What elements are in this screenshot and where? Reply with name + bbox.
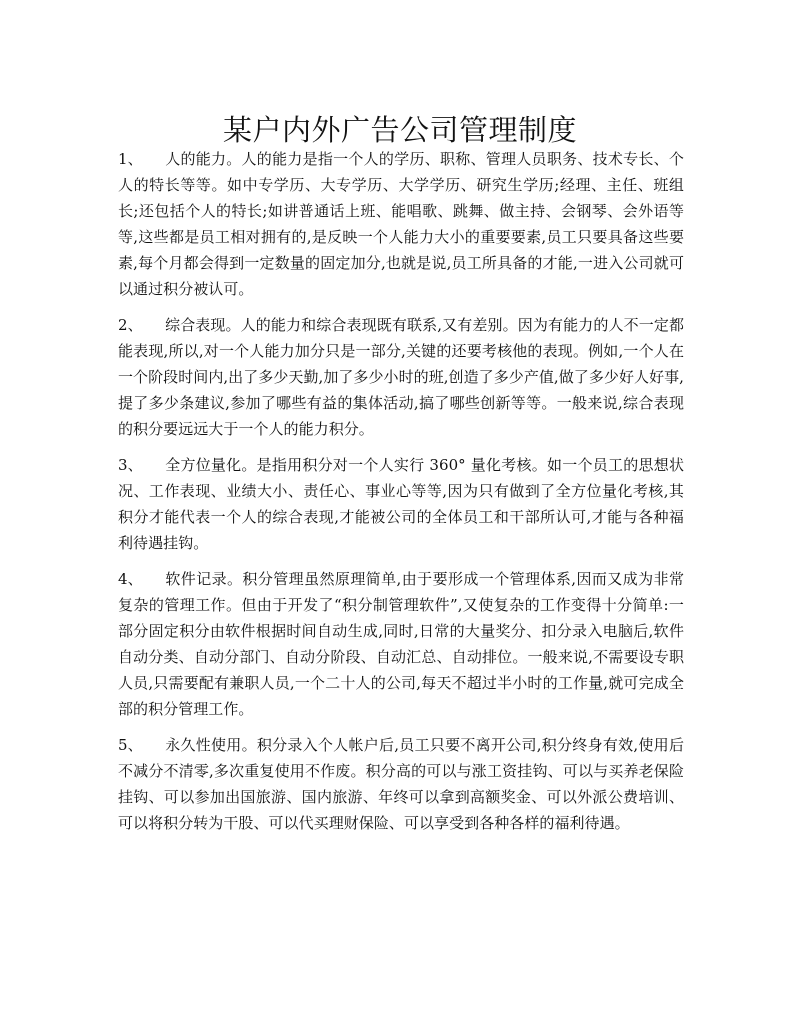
- paragraph-text: 永久性使用。积分录入个人帐户后,员工只要不离开公司,积分终身有效,使用后不减分不清零,多次重复使用不作废。积分高的可以与涨工资挂钩、可以与买养老保险挂钩、可以参加出国旅游、国内旅游、年终可以拿到高额奖金、可以外派公费培训、可以将积分转为干股、可以代买理财保险、可以享受到各种各样的福利待遇。: [118, 736, 684, 832]
- paragraph-text: 综合表现。人的能力和综合表现既有联系,又有差别。因为有能力的人不一定都能表现,所以,对一个人能力加分只是一部分,关键的还要考核他的表现。例如,一个人在一个阶段时间内,出了多少天勤,加了多少小时的班,创造了多少产值,做了多少好人好事,提了多少条建议,参加了哪些有益的集体活动,搞了哪些创新等等。一般来说,综合表现的积分要远远大于一个人的能力积分。: [118, 316, 684, 438]
- paragraph-2: [118, 312, 684, 442]
- paragraph-number: 2、: [118, 316, 143, 334]
- paragraph-number: 1、: [118, 150, 143, 168]
- paragraph-text: 软件记录。积分管理虽然原理简单,由于要形成一个管理体系,因而又成为非常复杂的管理工作。但由于开发了“积分制管理软件”,又使复杂的工作变得十分简单:一部分固定积分由软件根据时间自动生成,同时,日常的大量奖分、扣分录入电脑后,软件自动分类、自动分部门、自动分阶段、自动汇总、自动排位。一般来说,不需要设专职人员,只需要配有兼职人员,一个二十人的公司,每天不超过半小时的工作量,就可完成全部的积分管理工作。: [118, 570, 684, 718]
- paragraph-3: [118, 452, 684, 556]
- paragraph-4: [118, 566, 684, 722]
- document-body: [118, 146, 684, 846]
- paragraph-number: 3、: [118, 456, 143, 474]
- paragraph-text: 全方位量化。是指用积分对一个人实行 360° 量化考核。如一个员工的思想状况、工作表现、业绩大小、责任心、事业心等等,因为只有做到了全方位量化考核,其积分才能代表一个人的综合表现,才能被公司的全体员工和干部所认可,才能与各种福利待遇挂钩。: [118, 456, 684, 552]
- paragraph-number: 5、: [118, 736, 143, 754]
- document-title: 某户内外广告公司管理制度: [222, 113, 577, 148]
- paragraph-1: [118, 146, 684, 302]
- paragraph-text: 人的能力。人的能力是指一个人的学历、职称、管理人员职务、技术专长、个人的特长等等。如中专学历、大专学历、大学学历、研究生学历;经理、主任、班组长;还包括个人的特长;如讲普通话上班、能唱歌、跳舞、做主持、会钢琴、会外语等等,这些都是员工相对拥有的,是反映一个人能力大小的重要要素,员工只要具备这些要素,每个月都会得到一定数量的固定加分,也就是说,员工所具备的才能,一进入公司就可以通过积分被认可。: [118, 150, 684, 298]
- paragraph-5: [118, 732, 684, 836]
- paragraph-number: 4、: [118, 570, 143, 588]
